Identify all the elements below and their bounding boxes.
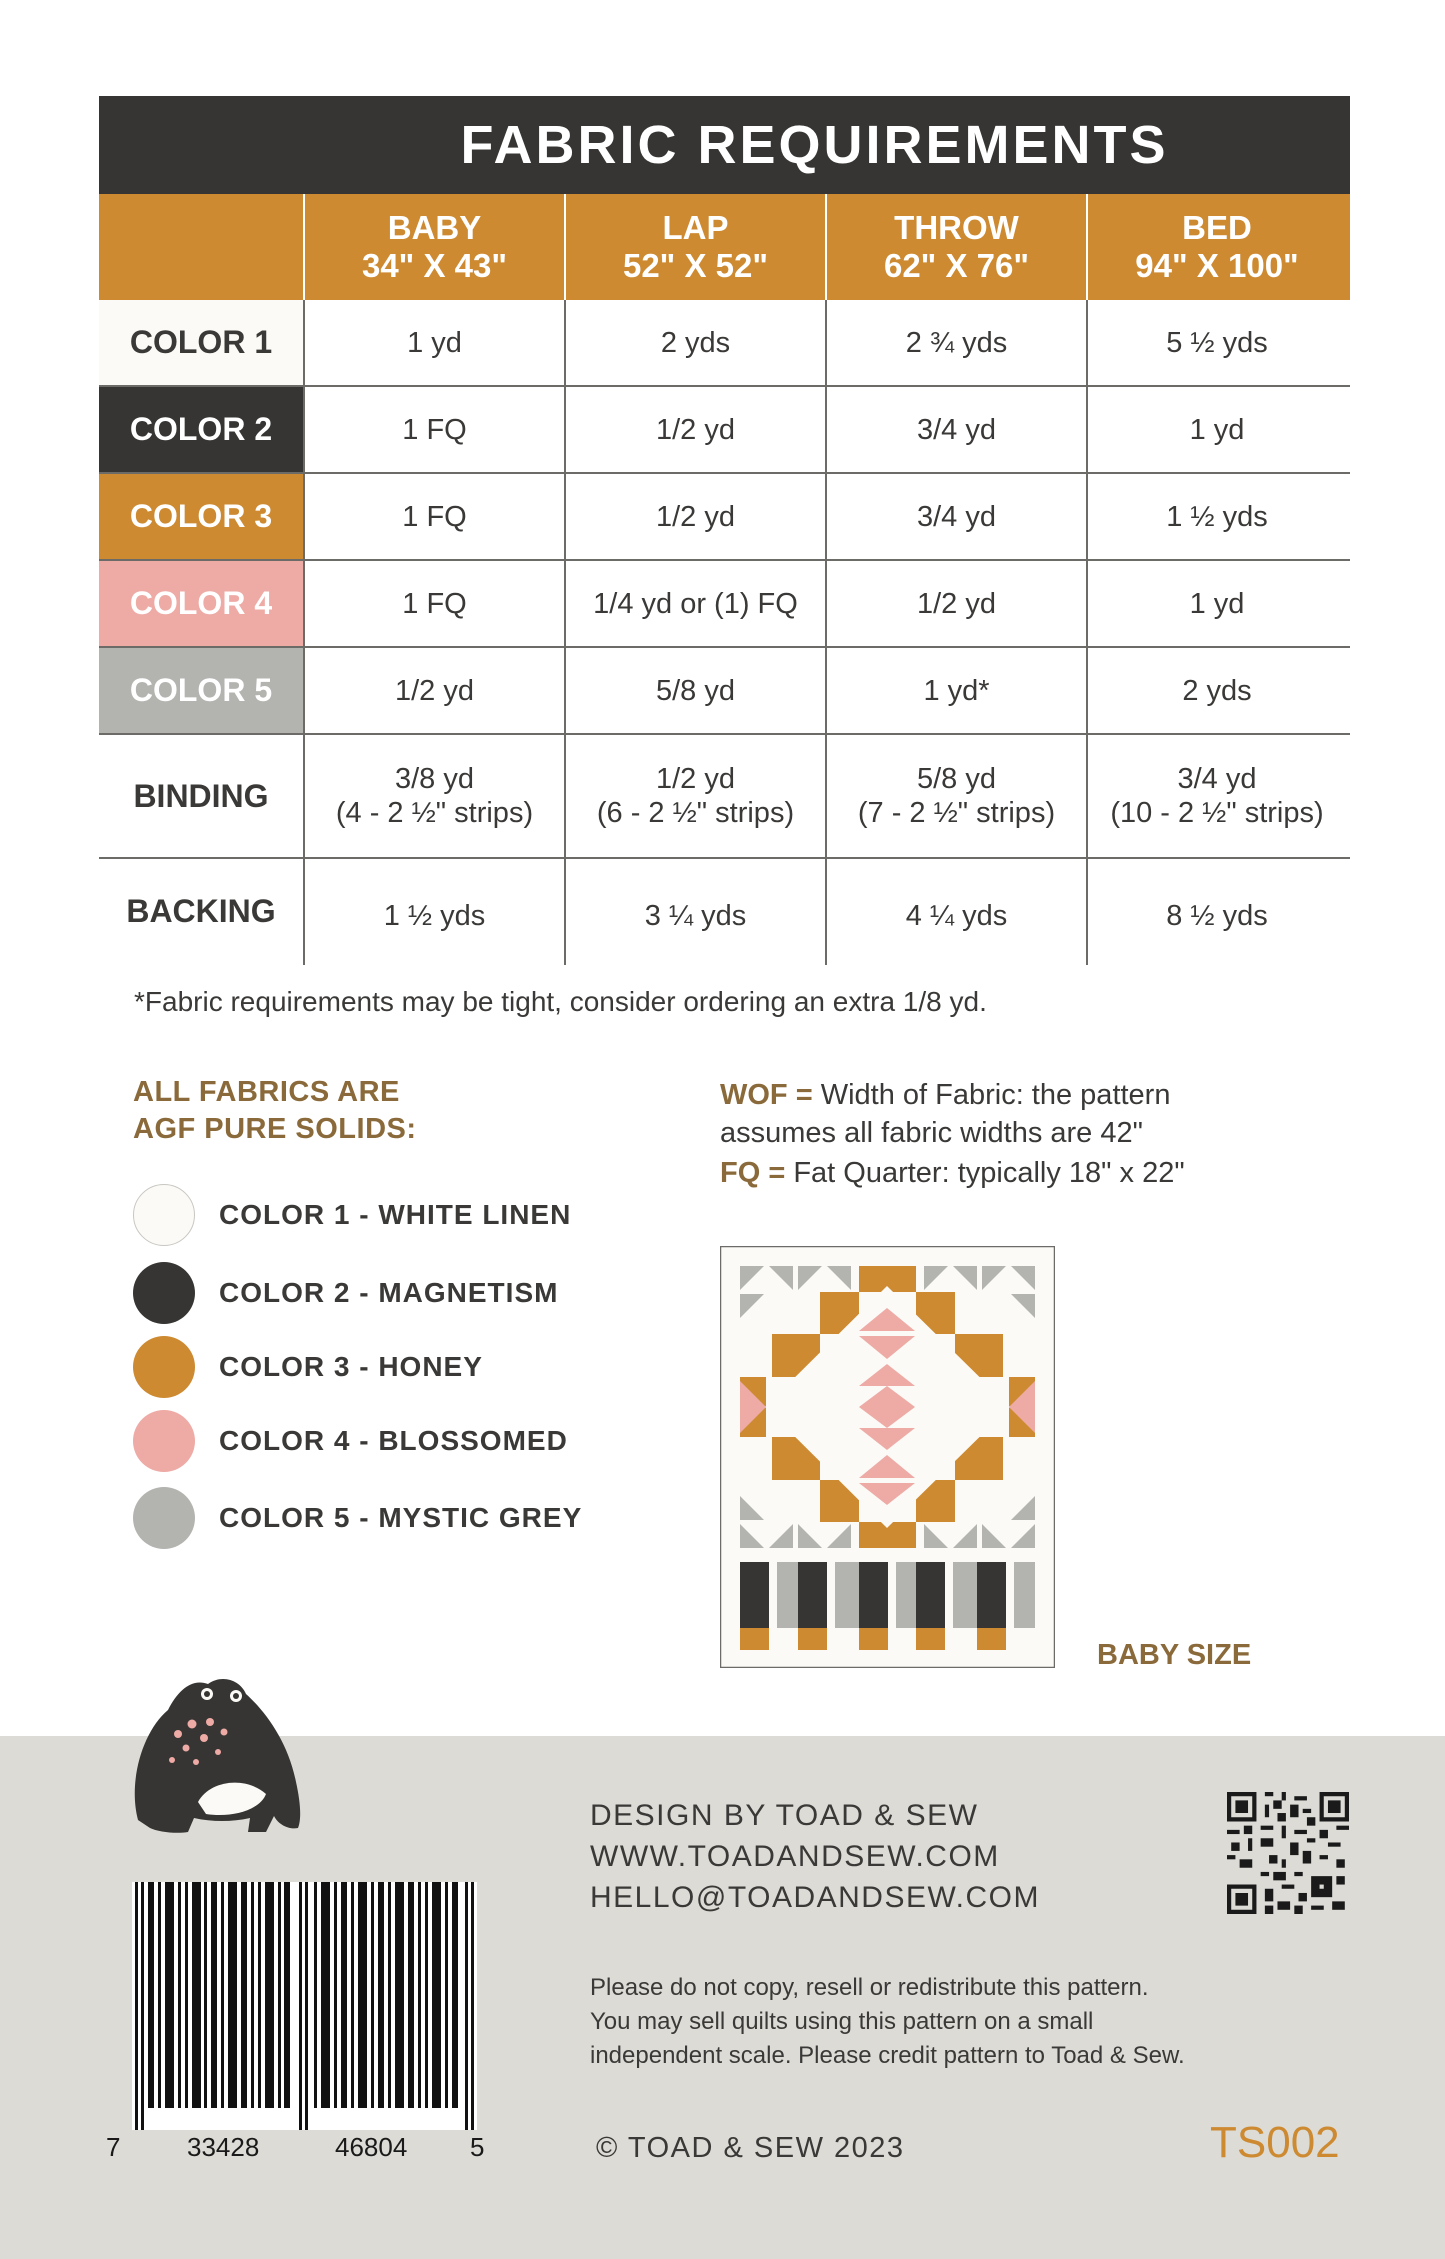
- fabric-label: COLOR 2 - MAGNETISM: [219, 1277, 559, 1308]
- header-corner: [99, 194, 303, 300]
- table-cell: 1 FQ: [303, 387, 564, 472]
- table-row-color5: [99, 648, 1350, 735]
- table-cell: 1 FQ: [303, 561, 564, 646]
- table-cell: 1 yd: [1086, 561, 1346, 646]
- agf-line: ALL FABRICS ARE: [133, 1076, 400, 1108]
- fabric-label: COLOR 5 - MYSTIC GREY: [219, 1502, 583, 1533]
- header-size: 34" X 43": [361, 247, 508, 284]
- cell-value: 1/2 yd: [656, 763, 735, 795]
- cell-sub: (7 - 2 ½" strips): [857, 797, 1056, 829]
- table-cell: 1/2 yd: [564, 474, 825, 559]
- row-label: COLOR 4: [99, 561, 303, 646]
- table-row-binding: [99, 735, 1350, 859]
- table-cell: 5 ½ yds: [1086, 300, 1346, 385]
- copyright: © TOAD & SEW 2023: [596, 2132, 905, 2164]
- row-label: COLOR 1: [99, 300, 303, 385]
- header-baby: [303, 194, 564, 300]
- agf-heading: [133, 1074, 417, 1148]
- fabric-label: COLOR 3 - HONEY: [219, 1351, 483, 1382]
- table-cell: 3 ¼ yds: [564, 859, 825, 965]
- swatch-magnetism: [133, 1262, 195, 1324]
- table-cell: 2 yds: [1086, 648, 1346, 733]
- table-cell: 3/4 yd: [825, 474, 1086, 559]
- fabric-label: COLOR 4 - BLOSSOMED: [219, 1425, 568, 1456]
- cell-value: 3/8 yd: [395, 763, 474, 795]
- header-size: 62" X 76": [883, 247, 1030, 284]
- toad-logo-icon: [128, 1672, 306, 1838]
- website-link[interactable]: WWW.TOADANDSEW.COM: [590, 1840, 1000, 1873]
- table-cell: 1 FQ: [303, 474, 564, 559]
- row-label: COLOR 2: [99, 387, 303, 472]
- table-cell: 1 ½ yds: [1086, 474, 1346, 559]
- designer-line: DESIGN BY TOAD & SEW: [590, 1799, 979, 1832]
- table-row-color3: [99, 474, 1350, 561]
- cell-sub: (10 - 2 ½" strips): [1110, 797, 1324, 829]
- swatch-white-linen: [133, 1184, 195, 1246]
- table-cell: 1/4 yd or (1) FQ: [564, 561, 825, 646]
- header-size: 52" X 52": [622, 247, 769, 284]
- designer-info: [590, 1795, 1040, 1918]
- agf-line: AGF PURE SOLIDS:: [133, 1113, 417, 1145]
- table-row-color2: [99, 387, 1350, 474]
- barcode-digit: 7: [106, 2132, 121, 2162]
- fabric-label: COLOR 1 - WHITE LINEN: [219, 1199, 572, 1230]
- table-cell: [564, 735, 825, 857]
- table-cell: 8 ½ yds: [1086, 859, 1346, 965]
- cell-value: 5/8 yd: [917, 763, 996, 795]
- footnote: *Fabric requirements may be tight, consider ordering an extra 1/8 yd.: [134, 986, 987, 1017]
- quilt-caption: BABY SIZE: [1097, 1639, 1252, 1671]
- fq-text: Fat Quarter: typically 18" x 22": [785, 1157, 1185, 1189]
- cell-value: 3/4 yd: [1177, 763, 1257, 795]
- table-cell: 2 ¾ yds: [825, 300, 1086, 385]
- wof-text: Width of Fabric: the pattern: [812, 1079, 1171, 1111]
- swatch-mystic-grey: [133, 1487, 195, 1549]
- table-cell: [825, 735, 1086, 857]
- header-name: LAP: [662, 209, 729, 246]
- swatch-honey: [133, 1336, 195, 1398]
- table-row-color4: [99, 561, 1350, 648]
- header-name: THROW: [894, 209, 1019, 246]
- row-label: BINDING: [133, 777, 269, 814]
- table-cell: 5/8 yd: [564, 648, 825, 733]
- table-cell: 1/2 yd: [303, 648, 564, 733]
- barcode-digit: 5: [470, 2132, 485, 2162]
- table-cell: 1/2 yd: [564, 387, 825, 472]
- email-link[interactable]: HELLO@TOADANDSEW.COM: [590, 1881, 1040, 1914]
- swatch-blossomed: [133, 1410, 195, 1472]
- row-label: COLOR 3: [99, 474, 303, 559]
- table-cell: [303, 735, 564, 857]
- header-size: 94" X 100": [1135, 247, 1299, 284]
- cell-sub: (4 - 2 ½" strips): [335, 797, 534, 829]
- fq-term: FQ =: [720, 1157, 786, 1189]
- table-row-color1: [99, 300, 1350, 387]
- fq-definition: [720, 1157, 1185, 1190]
- legal-line: Please do not copy, resell or redistribute this pattern.: [590, 1974, 1149, 2001]
- quilt-illustration: [720, 1246, 1055, 1668]
- legal-line: You may sell quilts using this pattern on a small: [590, 2008, 1094, 2035]
- header-name: BED: [1182, 209, 1252, 246]
- table-cell: [1086, 735, 1346, 857]
- wof-text: assumes all fabric widths are 42": [720, 1117, 1143, 1149]
- table-cell: 1 yd: [1086, 387, 1346, 472]
- pattern-code: TS002: [1210, 2118, 1340, 2167]
- table-title: FABRIC REQUIREMENTS: [99, 96, 1350, 194]
- legal-line: independent scale. Please credit pattern to Toad & Sew.: [590, 2042, 1185, 2069]
- table-cell: 3/4 yd: [825, 387, 1086, 472]
- fabric-requirements-table: [99, 96, 1350, 965]
- row-label: BACKING: [126, 893, 276, 929]
- cell-sub: (6 - 2 ½" strips): [596, 797, 795, 829]
- table-cell: 2 yds: [564, 300, 825, 385]
- table-cell: 1 ½ yds: [303, 859, 564, 965]
- wof-term: WOF =: [720, 1079, 813, 1111]
- table-cell: 1/2 yd: [825, 561, 1086, 646]
- table-cell: 4 ¼ yds: [825, 859, 1086, 965]
- table-row-backing: [99, 859, 1350, 965]
- header-bed: [1086, 194, 1346, 300]
- table-cell: 1 yd*: [825, 648, 1086, 733]
- barcode: [132, 1882, 477, 2130]
- header-name: BABY: [387, 209, 482, 246]
- header-throw: [825, 194, 1086, 300]
- row-label: COLOR 5: [99, 648, 303, 733]
- qr-code[interactable]: [1227, 1792, 1349, 1914]
- legal-notice: [590, 1971, 1185, 2073]
- table-header-row: [99, 194, 1350, 300]
- barcode-digits-right: 46804: [335, 2132, 408, 2162]
- table-cell: 1 yd: [303, 300, 564, 385]
- wof-definition: [720, 1076, 1170, 1152]
- header-lap: [564, 194, 825, 300]
- barcode-digits-left: 33428: [187, 2132, 260, 2162]
